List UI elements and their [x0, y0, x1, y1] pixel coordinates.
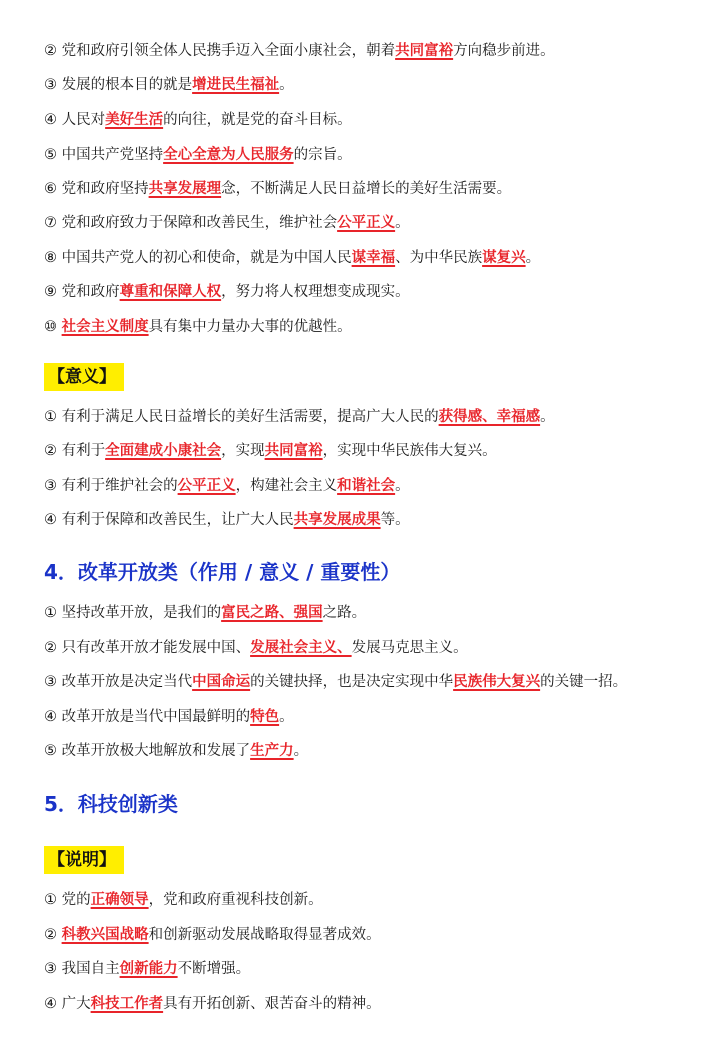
- highlight-keyword: 共享发展成果: [293, 512, 381, 528]
- item-number: ①: [44, 892, 57, 908]
- item-text: 。: [395, 478, 410, 494]
- item-text: 只有改革开放才能发展中国、: [61, 640, 251, 656]
- highlight-keyword: 中国命运: [192, 674, 251, 690]
- highlight-keyword: 和谐社会: [337, 478, 396, 494]
- list-item: [44, 248, 540, 268]
- highlight-keyword: 科技工作者: [90, 996, 164, 1012]
- item-text: 念，不断满足人民日益增长的美好生活需要。: [221, 181, 512, 197]
- list-item: [44, 145, 352, 165]
- item-text: 改革开放是决定当代: [61, 674, 193, 690]
- list-item: [44, 959, 250, 979]
- item-number: ④: [44, 996, 57, 1012]
- item-number: ②: [44, 640, 57, 656]
- list-item: [44, 510, 410, 530]
- item-text: 等。: [380, 512, 410, 528]
- list-item: [44, 994, 381, 1014]
- item-text: ，努力将人权理想变成现实。: [221, 284, 410, 300]
- item-text: 的向往，就是党的奋斗目标。: [163, 112, 352, 128]
- item-text: 党和政府: [61, 284, 120, 300]
- item-text: 、为中华民族: [395, 250, 483, 266]
- highlight-keyword: 谋幸福: [351, 250, 396, 266]
- item-number: ①: [44, 605, 57, 621]
- highlight-keyword: 民族伟大复兴: [453, 674, 541, 690]
- section-heading-tech: 5．科技创新类: [44, 792, 178, 816]
- list-item: [44, 213, 410, 233]
- highlight-keyword: 公平正义: [177, 478, 236, 494]
- item-text: 党和政府引领全体人民携手迈入全面小康社会，朝着: [61, 43, 396, 59]
- list-item: [44, 317, 352, 337]
- highlight-keyword: 全心全意为人民服务: [163, 147, 294, 163]
- item-number: ⑧: [44, 250, 57, 266]
- item-number: ⑩: [44, 319, 57, 335]
- highlight-keyword: 科教兴国战略: [61, 927, 149, 943]
- highlight-keyword: 共享发展理: [148, 181, 222, 197]
- list-item: [44, 707, 294, 727]
- section-heading-reform: 4．改革开放类（作用 / 意义 / 重要性）: [44, 560, 401, 584]
- item-text: 方向稳步前进。: [453, 43, 555, 59]
- item-text: 有利于: [61, 443, 106, 459]
- item-text: 不断增强。: [177, 961, 251, 977]
- item-text: 有利于维护社会的: [61, 478, 178, 494]
- list-item: [44, 41, 555, 61]
- item-number: ②: [44, 927, 57, 943]
- item-number: ⑨: [44, 284, 57, 300]
- item-number: ②: [44, 43, 57, 59]
- highlight-keyword: 发展社会主义、: [250, 640, 352, 656]
- highlight-keyword: 特色: [250, 709, 280, 725]
- item-text: 改革开放极大地解放和发展了: [61, 743, 251, 759]
- list-item: [44, 925, 381, 945]
- item-number: ④: [44, 512, 57, 528]
- item-number: ②: [44, 443, 57, 459]
- list-item: [44, 407, 555, 427]
- section-tag-explanation: 【说明】: [44, 846, 124, 874]
- highlight-keyword: 共同富裕: [395, 43, 454, 59]
- item-text: ，实现: [221, 443, 265, 459]
- item-text: 具有集中力量办大事的优越性。: [148, 319, 352, 335]
- highlight-keyword: 创新能力: [119, 961, 178, 977]
- item-number: ③: [44, 77, 57, 93]
- list-item: [44, 441, 497, 461]
- list-item: [44, 603, 366, 623]
- highlight-keyword: 社会主义制度: [61, 319, 149, 335]
- item-text: 党的: [61, 892, 91, 908]
- list-item: [44, 282, 410, 302]
- highlight-keyword: 公平正义: [337, 215, 396, 231]
- item-text: 和创新驱动发展战略取得显著成效。: [148, 927, 381, 943]
- list-item: [44, 890, 323, 910]
- highlight-keyword: 美好生活: [105, 112, 164, 128]
- item-number: ③: [44, 961, 57, 977]
- item-number: ⑥: [44, 181, 57, 197]
- highlight-keyword: 富民之路、强国: [221, 605, 323, 621]
- highlight-keyword: 全面建成小康社会: [105, 443, 222, 459]
- item-text: 我国自主: [61, 961, 120, 977]
- highlight-keyword: 生产力: [250, 743, 294, 759]
- list-item: [44, 638, 468, 658]
- item-text: ，党和政府重视科技创新。: [148, 892, 323, 908]
- list-item: [44, 110, 352, 130]
- list-item: [44, 672, 627, 692]
- list-item: [44, 75, 294, 95]
- item-text: 党和政府致力于保障和改善民生，维护社会: [61, 215, 338, 231]
- item-text: 。: [395, 215, 410, 231]
- item-number: ④: [44, 112, 57, 128]
- item-text: 。: [525, 250, 541, 266]
- item-text: 改革开放是当代中国最鲜明的: [61, 709, 251, 725]
- highlight-keyword: 增进民生福祉: [192, 77, 280, 93]
- item-number: ③: [44, 478, 57, 494]
- highlight-keyword: 获得感、幸福感: [438, 409, 541, 425]
- item-text: ，实现中华民族伟大复兴。: [322, 443, 497, 459]
- item-text: 有利于保障和改善民生，让广大人民: [61, 512, 294, 528]
- item-text: 坚持改革开放，是我们的: [61, 605, 222, 621]
- item-text: 广大: [61, 996, 91, 1012]
- highlight-keyword: 共同富裕: [264, 443, 323, 459]
- item-text: 。: [279, 709, 294, 725]
- item-text: 。: [293, 743, 309, 759]
- highlight-keyword: 正确领导: [90, 892, 149, 908]
- item-number: ③: [44, 674, 57, 690]
- item-number: ④: [44, 709, 57, 725]
- item-text: 发展的根本目的就是: [61, 77, 193, 93]
- item-text: ，构建社会主义: [235, 478, 338, 494]
- section-tag-meaning: 【意义】: [44, 363, 124, 391]
- item-text: 。: [540, 409, 555, 425]
- item-number: ⑤: [44, 147, 57, 163]
- item-text: 中国共产党人的初心和使命，就是为中国人民: [61, 250, 352, 266]
- item-text: 发展马克思主义。: [351, 640, 468, 656]
- item-text: 的关键一招。: [540, 674, 628, 690]
- highlight-keyword: 谋复兴: [482, 250, 526, 266]
- item-text: 之路。: [322, 605, 367, 621]
- list-item: [44, 741, 308, 761]
- item-number: ⑤: [44, 743, 57, 759]
- item-text: 的关键抉择，也是决定实现中华: [250, 674, 454, 690]
- list-item: [44, 179, 511, 199]
- item-number: ①: [44, 409, 57, 425]
- item-text: 有利于满足人民日益增长的美好生活需要，提高广大人民的: [61, 409, 439, 425]
- item-text: 中国共产党坚持: [61, 147, 164, 163]
- item-text: 人民对: [61, 112, 106, 128]
- list-item: [44, 476, 410, 496]
- highlight-keyword: 尊重和保障人权: [119, 284, 222, 300]
- item-text: 党和政府坚持: [61, 181, 149, 197]
- item-text: 。: [279, 77, 294, 93]
- item-text: 的宗旨。: [293, 147, 352, 163]
- item-number: ⑦: [44, 215, 57, 231]
- item-text: 具有开拓创新、艰苦奋斗的精神。: [163, 996, 381, 1012]
